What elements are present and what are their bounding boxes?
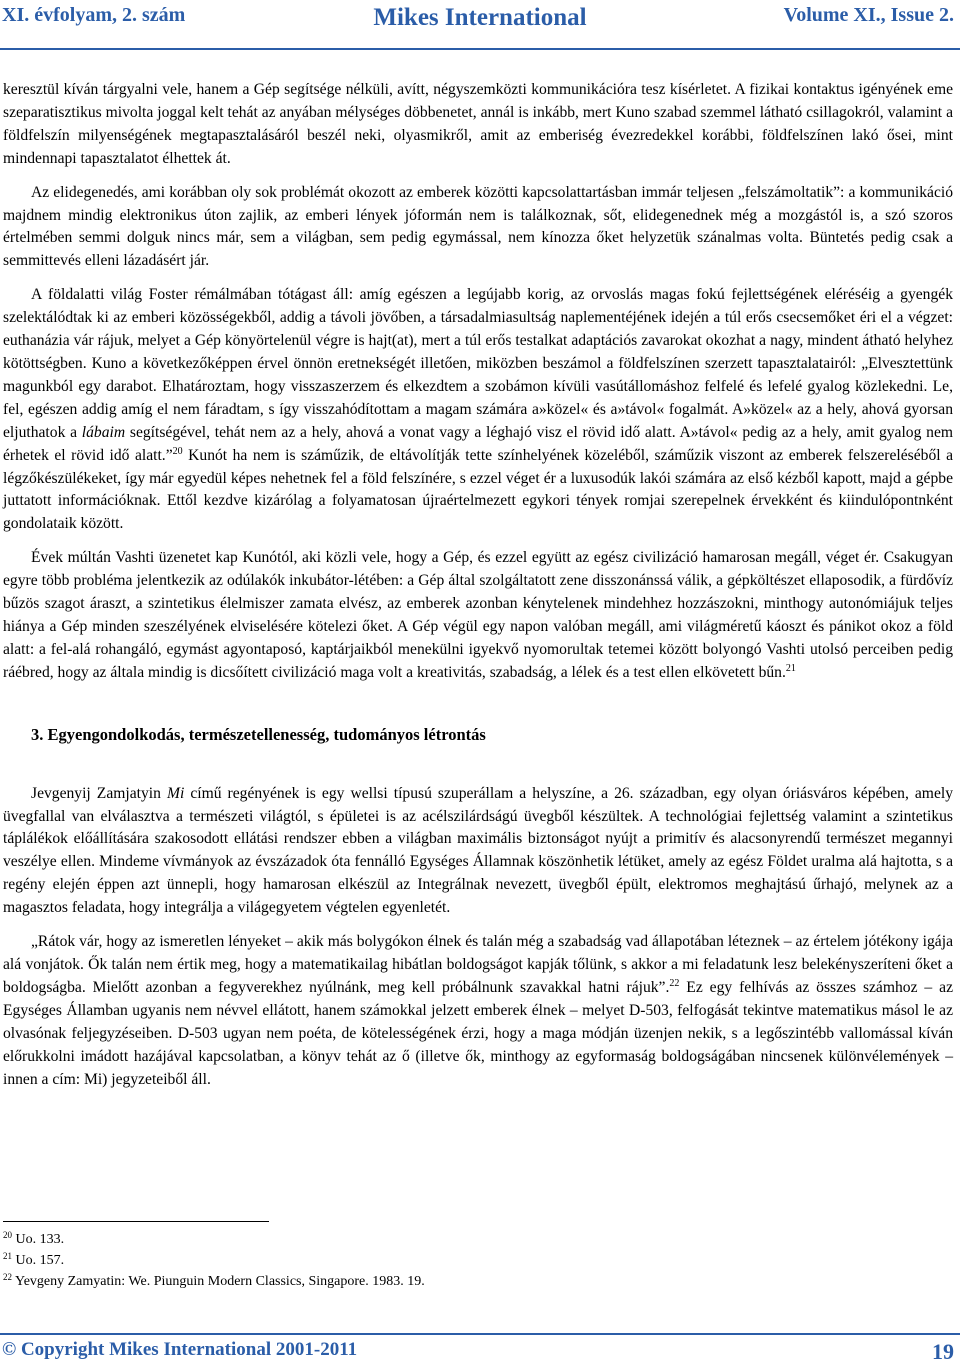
paragraph: Az elidegenedés, ami korábban oly sok problémát okozott az emberek közötti kapcsolattartásban immár teljesen „felszámoltatik”: a kommunikáció majdnem mindig elektronikus úton zajlik, az emberi lények jóformán nem is találkoznak, sőt, elidegenednek még a mozgástól is, a szó szoros értelmében semmi dolguk nincs már, sem a világban, sem pedig egymással, nem kínozza őket helyzetük szánalmas volta. Büntetés pedig csak a semmittevés elleni lázadásért jár. <box>3 183 953 270</box>
header-divider <box>0 48 960 50</box>
paragraph: Évek múltán Vashti üzenetet kap Kunótól, aki közli vele, hogy a Gép, és ezzel együtt az egész civilizáció hamarosan megáll, véget ér. Csakugyan egyre több probléma jelentkezik az odúlakók inkubátor-létében: a Gép által szolgáltatott zene disszonánssá válik, a gépköltészet ellaposodik, a fürdővíz bűzös szagot áraszt, a szintetikus élelmiszer zamata elvész, az emberek azonban kénytelenek mindehhez hozzászokni, minthogy autonómiájuk teljes hiánya a Gép minden szeszélyének elviselésére kötelezi őket. A Gép végül egy napon valóban megáll, ami világméretű káoszt és pánikot okoz a föld alatt: a fel-alá rohangáló, egymást agyontaposó, kaptárjaikból menekülni igyekvő nyomorultak tetemei között bolyongó Vashti utolsó perceiben pedig ráébred, hogy az általa mindig is dicsőített civilizáció maga volt a kreativitás, szabadság, a lélek és a test ellen elkövetett bűn.$^{21}$ <box>3 549 953 681</box>
section-heading: 3. Egyengondolkodás, természetellenesség, tudományos létrontás <box>31 724 486 744</box>
page-header <box>0 2 960 42</box>
header-volume-en: Volume XI., Issue 2. <box>783 4 954 26</box>
footer-divider <box>0 1333 960 1335</box>
paragraph: A földalatti világ Foster rémálmában tótágast áll: amíg egészen a legújabb korig, az orvoslás magas fokú fejlettségének eléréséig a gyengék szelektálódtak ki az emberi közösségekből, addig a távoli jövőben, a társadalmiasultság naplementéjének idején a túl erős csecsemőket éri el a végzet: euthanázia vár rájuk, melyet a Gép könyörtelenül végre is hajt(at), mert a túl erős testalkat adaptációs zavarokat okozhat a nagy, mindent átható helyhez kötöttségben. Kuno a következőképpen érvel önnön eretnekségét illetően, miközben beszámol a földfelszínen szerzett tapasztalatairól: „Elvesztettünk magunkból egy darabot. Elhatároztam, hogy visszaszerzem és elkezdtem a szobámon kívüli vasútállomáshoz felfelé és lefelé gyalog közlekedni. Le, fel, egészen addig amíg el nem fáradtam, s így visszahódítottam a magam számára a»közel« és a»távol« fogalmát. A»közel« az a hely, ahová gyorsan eljuthatok a lábaim segítségével, tehát nem az a hely, ahová a vonat vagy a léghajó visz el rövid idő alatt. A»távol« pedig az a hely, amit gyalog nem érhetek el rövid idő alatt.”$^{20}$ Kunót ha nem is száműzik, de eltávolítják tette színhelyének közeléből, száműzik viszont az emberek felszereléséből a légzőkészülékeket, így már egyedül képes nehetnek fel a föld felszínére, s ezzel véget ér a luxusodúk lakói számára az első kézből kapott, majd a gépbe juttatott információknak. Ettől kezdve kizárólag a folyamatosan újraértelmezett egykori tények romjai szerepelnek érvekként és kiindulópontnként gondolataik között. <box>3 286 953 533</box>
article-body <box>3 79 953 1091</box>
paragraph: keresztül kíván tárgyalni vele, hanem a Gép segítsége nélküli, avítt, négyszemközti kommunikációra tesz kísérletet. A fizikai kontaktus igényének eme szeparatisztikus mivolta joggal kelt tehát az anyában mélységes döbbenetet, annál is inkább, mert Kuno szabad szemmel látható csillagokról, valamint a földfelszín milyenségének megtapasztalásáról beszél neki, olyasmikről, amit az emberiség évezredekkel korábbi, földfelszínen lakó ősei, mint mindennapi tapasztalatot élhettek át. <box>3 81 953 167</box>
paragraph: „Rátok vár, hogy az ismeretlen lényeket – akik más bolygókon élnek és talán még a szabadság vad állapotában léteznek – az értelem jótékony igája alá vonjátok. Ők talán nem értik meg, hogy a matematikailag hibátlan boldogságot kapják tőlünk, s akkor a mi feladatunk lesz belekényszeríteni őket a boldogságba. Mielőtt azonban a fegyverekhez nyúlnánk, meg kell próbálnunk szavakkal hatni rájuk”.$^{22}$ Ez egy felhívás az összes számhoz – az Egységes Államban ugyanis nem névvel ellátott, hanem számokkal jelzett emberek élnek – melyet D-503, felfogását tekintve matematikus másol le az olvasónak feljegyzéseiben. D-503 ugyan nem poéta, de kötelességének érzi, hogy a maga módján üzenjen nekik, s a legőszintébb vallomással kíván előrukkolni imádott hazájával kapcsolatban, a könyv tehát az ő (illetve ők, minthogy az egyformaság boldogságában nincsenek különvélemények – innen a cím: Mi) jegyzeteiből áll. <box>3 933 953 1088</box>
footnote: $^{22}$ Yevgeny Zamyatin: We. Piunguin Modern Classics, Singapore. 1983. 19. <box>3 1272 425 1289</box>
footnote-ref[interactable]: 21 <box>785 662 796 674</box>
footnote-ref[interactable]: 20 <box>172 445 183 457</box>
footnote-separator <box>3 1221 269 1222</box>
footer-copyright: © Copyright Mikes International 2001-2011 <box>2 1339 358 1360</box>
page-number: 19 <box>932 1339 954 1364</box>
footnote: $^{20}$ Uo. 133. <box>3 1230 65 1247</box>
footnote: $^{21}$ Uo. 157. <box>3 1251 65 1268</box>
header-publication-title: Mikes International <box>373 4 587 31</box>
footnotes <box>3 1229 425 1292</box>
paragraph: Jevgenyij Zamjatyin Mi című regényének is egy wellsi típusú szuperállam a helyszíne, a 26. században, egy olyan óriásváros képében, amely üvegfallal van elválasztva a természeti világtól, s épületei is az acélszilárdságú üvegből készültek. A technológiai fejlettség valamint a szintetikus táplálékok előállítására szakosodott ellátási rendszer ebben a világban maximális biztonságot nyújt a primitív és alacsonyrendű természet megannyi veszélye ellen. Mindeme vívmányok az évszázadok óta fennálló Egységes Államnak köszönhetik létüket, amely az egész Földet uralma alá hajtotta, s a regény elején éppen azt ünnepli, hogy hamarosan elkészül az Integrálnak nevezett, üvegből épült, elektromos meghajtású űrhajó, melynek az a magasztos feladata, hogy integrálja a világegyetem végtelen egyenletét. <box>3 784 953 917</box>
header-volume-hu: XI. évfolyam, 2. szám <box>2 4 186 26</box>
footnote-ref[interactable]: 22 <box>669 977 680 989</box>
